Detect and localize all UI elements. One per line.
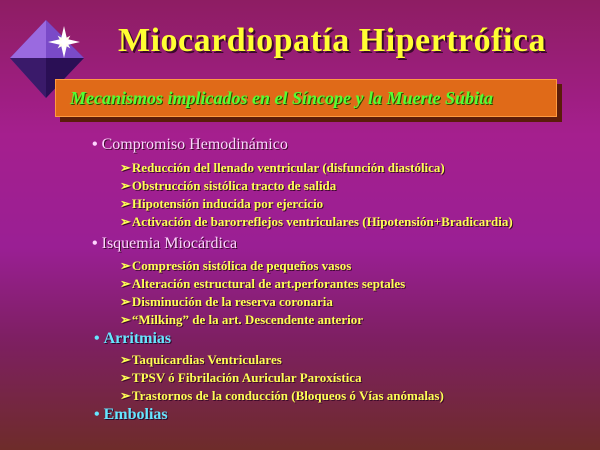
list-item: ➢TPSV ó Fibrilación Auricular Paroxística <box>120 370 362 385</box>
bullet-icon: • <box>92 136 98 153</box>
list-item: ➢Hipotensión inducida por ejercicio <box>120 196 324 211</box>
list-item: ➢“Milking” de la art. Descendente anterior <box>120 312 363 327</box>
section-heading: • Compromiso Hemodinámico <box>92 136 288 153</box>
list-item: ➢Obstrucción sistólica tracto de salida <box>120 178 337 193</box>
arrow-bullet-icon: ➢ <box>120 294 131 309</box>
list-item: ➢Trastornos de la conducción (Bloqueos ó Vías anómalas) <box>120 388 444 403</box>
list-item: ➢Taquicardias Ventriculares <box>120 352 282 367</box>
slide-subtitle: Mecanismos implicados en el Síncope y la Muerte Súbita <box>70 88 494 108</box>
arrow-bullet-icon: ➢ <box>120 312 131 327</box>
arrow-bullet-icon: ➢ <box>120 388 131 403</box>
bullet-icon: • <box>92 235 98 252</box>
list-item: ➢Compresión sistólica de pequeños vasos <box>120 258 352 273</box>
arrow-bullet-icon: ➢ <box>120 214 131 229</box>
list-item: ➢Alteración estructural de art.perforantes septales <box>120 276 406 291</box>
section-heading: • Embolias <box>94 406 168 423</box>
arrow-bullet-icon: ➢ <box>120 258 131 273</box>
list-item: ➢Disminución de la reserva coronaria <box>120 294 333 309</box>
bullet-icon: • <box>94 330 100 347</box>
list-item: ➢Activación de barorreflejos ventriculares (Hipotensión+Bradicardia) <box>120 214 513 229</box>
section-heading: • Isquemia Miocárdica <box>92 235 238 252</box>
arrow-bullet-icon: ➢ <box>120 160 131 175</box>
list-item: ➢Reducción del llenado ventricular (disfunción diastólica) <box>120 160 445 175</box>
arrow-bullet-icon: ➢ <box>120 370 131 385</box>
arrow-bullet-icon: ➢ <box>120 196 131 211</box>
slide-title: Miocardiopatía Hipertrófica <box>118 22 547 59</box>
section-heading: • Arritmias <box>94 330 172 347</box>
bullet-icon: • <box>94 406 100 423</box>
arrow-bullet-icon: ➢ <box>120 178 131 193</box>
arrow-bullet-icon: ➢ <box>120 276 131 291</box>
arrow-bullet-icon: ➢ <box>120 352 131 367</box>
